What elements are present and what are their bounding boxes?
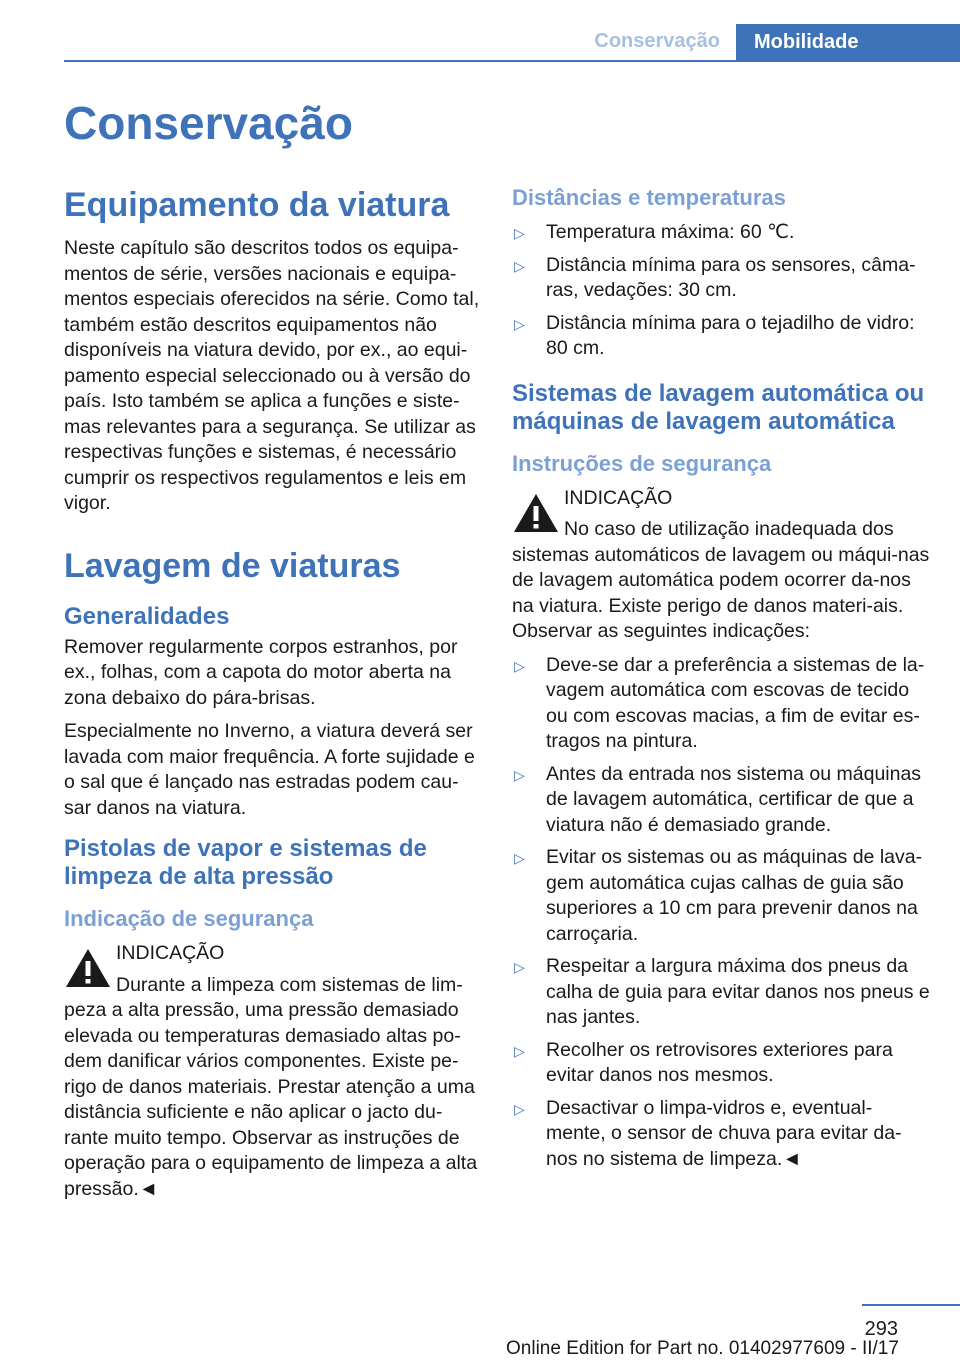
heading-safety-instructions: Instruções de segurança [512, 450, 772, 476]
triangle-bullet-icon: ▷ [514, 766, 525, 783]
left-column [64, 180, 482, 1210]
notice-text: No caso de utilização inadequada dos sistemas automáticos de lavagem ou máqui-nas de lavagem automática podem ocorrer da-nos na viatura. Existe perigo de danos materi-ais. Observar as seguintes indicações: [512, 518, 930, 642]
header-section-mobilidade: Mobilidade [736, 24, 960, 62]
safety-notice [64, 941, 482, 1202]
triangle-bullet-icon: ▷ [514, 1100, 525, 1117]
page-number: 293 [864, 1318, 898, 1340]
edition-note: Online Edition for Part no. 01402977609 - II/17 [506, 1338, 899, 1359]
heading-systems: Sistemas de lavagem automática ou máquinas de lavagem automática [512, 379, 925, 435]
warning-triangle-icon [64, 947, 112, 989]
safety-notice [512, 486, 930, 645]
list-item: ▷ Distância mínima para os sensores, câma-ras, vedações: 30 cm. [514, 253, 916, 301]
triangle-bullet-icon: ▷ [514, 257, 525, 274]
notice-title: INDICAÇÃO [564, 486, 673, 509]
chapter-title: Conservação [64, 97, 353, 149]
triangle-bullet-icon: ▷ [514, 850, 525, 866]
paragraph-general-1: Remover regularmente corpos estranhos, por ex., folhas, com a capota do motor aberta na zona debaixo do pára-brisas. [64, 635, 458, 709]
header-section-conservacao: Conservação [594, 30, 720, 52]
triangle-bullet-icon: ▷ [514, 959, 525, 975]
heading-pistols: Pistolas de vapor e sistemas de limpeza de alta pressão [64, 835, 427, 890]
header-rule [64, 60, 960, 62]
list-item: ▷ Recolher os retrovisores exteriores para evitar danos nos mesmos. [514, 1038, 893, 1086]
list-item: ▷ Temperatura máxima: 60 ℃. [512, 220, 930, 246]
paragraph-equipment: Neste capítulo são descritos todos os equipa-mentos de série, versões nacionais e equipa-mentos especiais oferecidos na série. Como tal, também estão descritos equipamentos não disponíveis na viatura devido, por ex., ao equi-pamento especial seleccionado ou à versão do país. Isto também se aplica a funções e siste-mas relevantes para a segurança. Se utilizar as respectivas funções e sistemas, é necessário cumprir os respectivos regulamentos e leis em vigor. [64, 237, 480, 514]
footer-rule [862, 1304, 960, 1306]
list-item: ▷ Deve-se dar a preferência a sistemas de la-vagem automática com escovas de tecido ou com escovas macias, a fim de evitar es-tragos na pintura. [514, 653, 925, 752]
list-item: ▷ Antes da entrada nos sistema ou máquinas de lavagem automática, certificar de que a viatura não é demasiado grande. [514, 762, 922, 836]
right-column [512, 180, 930, 1180]
instructions-list [512, 653, 930, 1173]
triangle-bullet-icon: ▷ [514, 225, 525, 241]
list-item: ▷ Evitar os sistemas ou as máquinas de lava-gem automática cujas calhas de guia são superiores a 10 cm para prevenir danos na carroçaria. [514, 846, 923, 945]
paragraph-general-2: Especialmente no Inverno, a viatura deverá ser lavada com maior frequência. A forte sujidade e o sal que é lançado nas estradas podem cau-sar danos na viatura. [64, 720, 475, 819]
heading-washing: Lavagem de viaturas [64, 546, 401, 585]
heading-equipment: Equipamento da viatura [64, 186, 450, 224]
list-item: ▷ Distância mínima para o tejadilho de vidro: 80 cm. [514, 311, 915, 359]
list-item: ▷ Desactivar o limpa-vidros e, eventual-mente, o sensor de chuva para evitar da-nos no sistema de limpeza.◄ [514, 1096, 902, 1170]
heading-safety-note: Indicação de segurança [64, 906, 314, 931]
heading-general: Generalidades [64, 602, 230, 630]
distances-list [512, 220, 930, 362]
heading-distances: Distâncias e temperaturas [512, 185, 786, 210]
list-item: ▷ Respeitar a largura máxima dos pneus da calha de guia para evitar danos nos pneus e nas jantes. [514, 955, 930, 1028]
notice-title: INDICAÇÃO [116, 942, 225, 964]
warning-triangle-icon [512, 492, 560, 534]
triangle-bullet-icon: ▷ [514, 657, 525, 674]
triangle-bullet-icon: ▷ [514, 1042, 525, 1059]
triangle-bullet-icon: ▷ [514, 315, 525, 332]
notice-text: Durante a limpeza com sistemas de lim-peza a alta pressão, uma pressão demasiado elevada ou temperaturas demasiado altas po-dem danificar vários componentes. Existe pe-rigo de danos materiais. Prestar atenção a uma distância suficiente e não aplicar o jacto du-rante muito tempo. Observar as instruções de operação para o equipamento de limpeza a alta pressão.◄ [64, 973, 478, 1200]
